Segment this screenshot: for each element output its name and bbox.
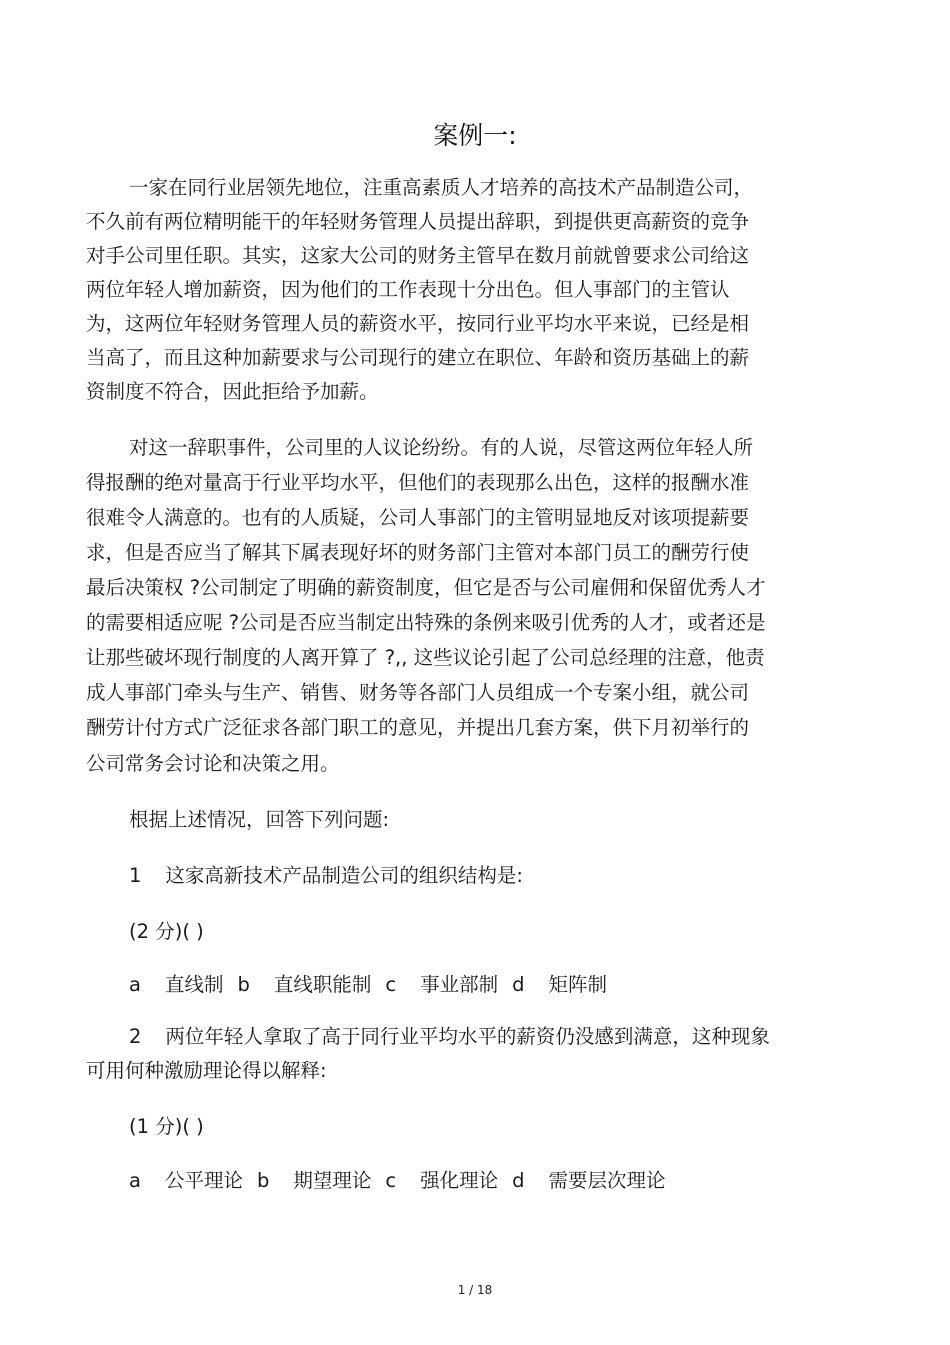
paragraph-1-line: 当高了，而且这种加薪要求与公司现行的建立在职位、年龄和资历基础上的薪 <box>86 346 750 369</box>
paragraph-2-line: 让那些破坏现行制度的人离开算了 ?,, 这些议论引起了公司总经理的注意，他责 <box>86 646 765 669</box>
paragraph-2-line: 的需要相适应呢 ?公司是否应当制定出特殊的条例来吸引优秀的人才，或者还是 <box>86 611 766 634</box>
question-number: 2 <box>129 1025 142 1048</box>
question-2-options <box>129 1167 666 1195</box>
page-title: 案例一: <box>433 121 517 150</box>
question-2-stem-continued: 可用何种激励理论得以解释: <box>86 1059 327 1082</box>
option-text: 直线职能制 <box>273 973 372 996</box>
option-text: 需要层次理论 <box>548 1169 666 1192</box>
question-1-options <box>129 971 607 999</box>
paragraph-1-line: 资制度不符合，因此拒给予加薪。 <box>86 380 379 403</box>
paragraph-1-line: 两位年轻人增加薪资，因为他们的工作表现十分出色。但人事部门的主管认 <box>86 278 730 301</box>
option-text: 矩阵制 <box>548 973 608 996</box>
option-text: 期望理论 <box>293 1169 372 1192</box>
option-text: 事业部制 <box>420 973 499 996</box>
question-2-stem <box>129 1023 770 1051</box>
option-letter: c <box>385 973 397 996</box>
question-text: 这家高新技术产品制造公司的组织结构是: <box>165 864 523 887</box>
paragraph-2-line: 求，但是否应当了解其下属表现好坏的财务部门主管对本部门员工的酬劳行使 <box>86 541 750 564</box>
option-letter: d <box>512 1169 525 1192</box>
paragraph-2-line: 很难令人满意的。也有的人质疑，公司人事部门的主管明显地反对该项提薪要 <box>86 506 750 529</box>
paragraph-2-line: 酬劳计付方式广泛征求各部门职工的意见，并提出几套方案，供下月初举行的 <box>86 716 750 739</box>
option-letter: a <box>129 1169 141 1192</box>
option-letter: c <box>385 1169 397 1192</box>
question-2-score: (1 分)( ) <box>129 1115 204 1138</box>
option-letter: a <box>129 973 141 996</box>
paragraph-2-line: 最后决策权 ?公司制定了明确的薪资制度，但它是否与公司雇佣和保留优秀人才 <box>86 576 766 599</box>
page-number: 1 / 18 <box>457 1283 493 1297</box>
paragraph-2-line: 得报酬的绝对量高于行业平均水平，但他们的表现那么出色，这样的报酬水准 <box>86 471 750 494</box>
option-letter: b <box>237 973 250 996</box>
question-1-stem <box>129 862 523 890</box>
question-1-score: (2 分)( ) <box>129 920 204 943</box>
paragraph-1-line: 不久前有两位精明能干的年轻财务管理人员提出辞职，到提供更高薪资的竞争 <box>86 210 750 233</box>
paragraph-1-line: 一家在同行业居领先地位，注重高素质人才培养的高技术产品制造公司， <box>129 176 754 199</box>
paragraph-2-line: 成人事部门牵头与生产、销售、财务等各部门人员组成一个专案小组，就公司 <box>86 681 750 704</box>
option-letter: d <box>512 973 525 996</box>
paragraph-2-line: 公司常务会讨论和决策之用。 <box>86 752 340 775</box>
paragraph-2-line: 对这一辞职事件，公司里的人议论纷纷。有的人说，尽管这两位年轻人所 <box>129 436 754 459</box>
option-text: 直线制 <box>164 973 224 996</box>
option-letter: b <box>256 1169 270 1192</box>
option-text: 公平理论 <box>164 1169 243 1192</box>
option-text: 强化理论 <box>420 1169 499 1192</box>
paragraph-1-line: 对手公司里任职。其实，这家大公司的财务主管早在数月前就曾要求公司给这 <box>86 244 750 267</box>
question-prompt: 根据上述情况，回答下列问题: <box>129 808 390 831</box>
paragraph-1-line: 为，这两位年轻财务管理人员的薪资水平，按同行业平均水平来说，已经是相 <box>86 312 750 335</box>
question-number: 1 <box>129 864 142 887</box>
question-text: 两位年轻人拿取了高于同行业平均水平的薪资仍没感到满意，这种现象 <box>165 1025 770 1048</box>
